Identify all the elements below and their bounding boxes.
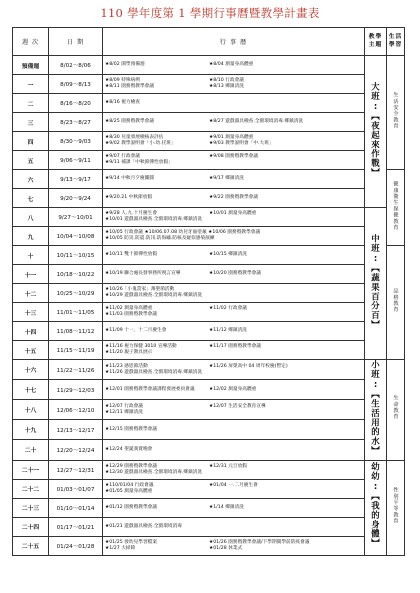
event-entry: ★10/19 聯合處長發事務所視言宣導 xyxy=(105,271,181,276)
document-title: 110 學年度第 1 學期行事曆暨教學計畫表 xyxy=(100,6,320,20)
header-events: 行 事 曆 xyxy=(103,28,365,56)
event-entry: ★1/14 鄉鎮清洗 xyxy=(209,504,244,510)
events-cell xyxy=(103,246,365,265)
week-cell: 十二 xyxy=(13,284,49,303)
event-entry: ★10/01 測量身高體重 xyxy=(209,211,257,216)
week-cell: 十七 xyxy=(13,380,49,400)
event-entry: ★8/25 園務暨教學會議 xyxy=(105,119,155,124)
table-row xyxy=(13,322,405,341)
week-cell: 二十五 xyxy=(13,536,49,555)
week-cell: 十 xyxy=(13,246,49,265)
event-line xyxy=(105,252,364,258)
event-entry: ★12/02 測量身高體重 xyxy=(209,386,257,392)
table-row xyxy=(13,189,405,208)
life-label: 健康衛生保健教育 xyxy=(392,180,399,231)
table-row xyxy=(13,303,405,322)
events-cell xyxy=(103,322,365,341)
event-line xyxy=(105,524,364,530)
event-line xyxy=(105,100,364,106)
week-cell: 二十一 xyxy=(13,460,49,479)
event-entry: ★12/30 遊戲器具檢查.全園環境消毒.鄉鎮清洗 xyxy=(105,469,203,475)
event-line xyxy=(105,470,364,476)
date-cell: 10/18～10/22 xyxy=(49,265,103,284)
table-row xyxy=(13,132,405,151)
table-row xyxy=(13,170,405,189)
date-cell: 11/15～11/19 xyxy=(49,341,103,360)
event-entry: ★11/26 屏榮高中 04 周年校慶(暫定) xyxy=(209,363,288,369)
week-cell: 六 xyxy=(13,170,49,189)
table-row xyxy=(13,517,405,536)
theme-label: 中班:【蔬果百分百】 xyxy=(370,233,381,330)
event-entry: ★12/11 鄉鎮清洗 xyxy=(105,409,143,415)
life-cell xyxy=(387,56,405,170)
event-line xyxy=(105,489,364,495)
table-row xyxy=(13,360,405,380)
week-cell: 八 xyxy=(13,208,49,227)
date-cell: 12/06～12/10 xyxy=(49,400,103,420)
table-row xyxy=(13,284,405,303)
event-entry: ★8/11 園務暨教學會議 xyxy=(105,84,155,89)
event-entry: ★11/12 鄉鎮清洗 xyxy=(209,328,247,333)
date-cell: 8/02～8/06 xyxy=(49,56,103,75)
event-line xyxy=(105,195,364,201)
date-cell: 01/03～01/07 xyxy=(49,479,103,498)
week-cell: 一 xyxy=(13,75,49,94)
event-line xyxy=(105,141,364,147)
date-cell: 10/04～10/08 xyxy=(49,227,103,246)
table-row xyxy=(13,460,405,479)
events-cell xyxy=(103,170,365,189)
schedule-table xyxy=(12,27,405,556)
event-line xyxy=(105,370,364,376)
table-row xyxy=(13,75,405,94)
life-label: 生活安全教育 xyxy=(392,91,399,130)
week-cell: 十八 xyxy=(13,400,49,420)
header-date: 日 期 xyxy=(49,28,103,56)
date-cell: 10/11～10/15 xyxy=(49,246,103,265)
events-cell xyxy=(103,536,365,555)
event-line xyxy=(105,217,364,223)
week-cell: 十四 xyxy=(13,322,49,341)
events-cell xyxy=(103,113,365,132)
event-line xyxy=(105,119,364,125)
life-label: 性別平等教育 xyxy=(392,486,399,525)
table-row xyxy=(13,227,405,246)
week-cell: 九 xyxy=(13,227,49,246)
table-row xyxy=(13,479,405,498)
events-cell xyxy=(103,151,365,170)
event-entry: ★12/29 園務暨教學會議 xyxy=(105,463,158,469)
event-entry: ★1/27 大掃除 xyxy=(105,545,136,551)
date-cell: 8/16～8/20 xyxy=(49,94,103,113)
event-entry: ★11/26 遊戲器具檢查.全園環境消毒.鄉鎮清洗 xyxy=(105,369,203,375)
week-cell: 四 xyxy=(13,132,49,151)
event-entry: ★10/01 遊戲器具檢查.全園環境消毒.鄉鎮清洗 xyxy=(105,217,203,222)
event-entry: ★10/26「小鬼當家」萬聖節活動 xyxy=(105,287,175,292)
event-entry: ★9/20.21 中秋節放假 xyxy=(105,195,153,200)
event-line xyxy=(105,84,364,90)
date-cell: 01/17～01/21 xyxy=(49,517,103,536)
event-entry: ★11/09 十一、十二月慶生會 xyxy=(105,328,167,333)
event-entry: ★01/21 遊戲器具檢查.全園環境消毒 xyxy=(105,523,182,529)
date-cell: 11/01～11/05 xyxy=(49,303,103,322)
event-line xyxy=(105,293,364,299)
table-row xyxy=(13,246,405,265)
events-cell xyxy=(103,479,365,498)
event-line xyxy=(105,236,364,242)
event-entry: ★9/07 行政會議 xyxy=(105,154,140,159)
event-line xyxy=(105,350,364,356)
event-entry: ★9/01 測量身高體重 xyxy=(209,135,254,140)
table-row xyxy=(13,536,405,555)
event-entry: ★12/15 園務暨教學會議 xyxy=(105,426,158,432)
week-cell: 二十四 xyxy=(13,517,49,536)
life-cell xyxy=(387,460,405,555)
date-cell: 12/27～12/31 xyxy=(49,460,103,479)
event-entry: ★9/28 人.九.十月慶生會 xyxy=(105,211,158,216)
events-cell xyxy=(103,303,365,322)
event-line xyxy=(105,160,364,166)
event-entry: ★10/20 園務暨教學會議 xyxy=(209,271,262,276)
header-theme-line2: 主題 xyxy=(368,41,383,48)
event-entry: ★8/02 開學預備週 xyxy=(105,62,145,67)
event-entry: ★9/22 園務暨教學會議 xyxy=(209,195,259,200)
events-cell xyxy=(103,94,365,113)
life-cell xyxy=(387,246,405,360)
event-entry: ★10/15 鄉鎮清洗 xyxy=(209,252,247,257)
event-entry: ★9/08 園務暨教學會議 xyxy=(209,154,259,159)
theme-label: 大班:【夜起來作戰】 xyxy=(370,81,381,178)
header-row xyxy=(13,28,405,56)
event-entry: ★11/23 感恩節活動 xyxy=(105,363,148,369)
event-entry: ★11/03 園務暨教學會議 xyxy=(105,312,158,317)
event-line xyxy=(105,271,364,277)
theme-cell xyxy=(365,208,387,360)
event-line xyxy=(105,328,364,334)
table-row xyxy=(13,440,405,460)
events-cell xyxy=(103,208,365,227)
table-row xyxy=(13,113,405,132)
event-entry: ★01/04 一.二月慶生會 xyxy=(209,482,258,488)
events-cell xyxy=(103,440,365,460)
event-entry: ★12/01 園務暨教學會議課程發展委員會議 xyxy=(105,386,195,392)
theme-label: 幼幼:【我的身體】 xyxy=(370,462,381,549)
date-cell: 11/22～11/26 xyxy=(49,360,103,380)
table-row xyxy=(13,151,405,170)
event-entry: ★11/16 視力保健 3010 宣導活動 xyxy=(105,344,177,349)
event-entry: ★9/11 補課「中秋節彈性放假」 xyxy=(105,160,173,165)
event-entry: ★8/30 兒童發展檢核表評估 xyxy=(105,135,164,140)
header-life-line2: 學習 xyxy=(388,41,403,48)
theme-cell xyxy=(365,360,387,461)
table-row xyxy=(13,380,405,400)
life-label: 品格教育 xyxy=(392,288,399,313)
event-entry: ★11/02 測量身高體重 xyxy=(105,306,153,311)
event-entry: ★11/20 親子教具展示 xyxy=(105,350,153,355)
events-cell xyxy=(103,189,365,208)
event-entry: ★10/29 遊戲器具檢查.全園環境消毒.鄉鎮清洗 xyxy=(105,293,203,298)
events-cell xyxy=(103,132,365,151)
event-line xyxy=(105,447,364,453)
table-row xyxy=(13,341,405,360)
event-entry: ★01/12 園務暨教學會議 xyxy=(105,504,158,510)
table-row xyxy=(13,56,405,75)
event-entry: ★8/10 行政會議 xyxy=(209,78,244,83)
events-cell xyxy=(103,265,365,284)
event-line xyxy=(105,176,364,182)
event-line xyxy=(105,427,364,433)
week-cell: 十六 xyxy=(13,360,49,380)
week-cell: 十一 xyxy=(13,265,49,284)
event-entry: ★11/02 行政會議 xyxy=(209,306,247,311)
date-cell: 9/06～9/11 xyxy=(49,151,103,170)
event-entry: ★8/16 視力檢查 xyxy=(105,100,140,105)
event-line xyxy=(105,505,364,511)
date-cell: 10/25～10/29 xyxy=(49,284,103,303)
week-cell: 三 xyxy=(13,113,49,132)
events-cell xyxy=(103,360,365,380)
date-cell: 12/20～12/24 xyxy=(49,440,103,460)
event-entry: ★10/05 防災.防震.防汛.防海嘯.防核及疑似感染演練 xyxy=(105,236,215,241)
events-cell xyxy=(103,75,365,94)
event-entry: ★8/04 測量身高體重 xyxy=(209,62,254,67)
event-entry: ★01/26 園務暨教學會議/下學期開學前防疫會議 xyxy=(209,539,310,545)
events-cell xyxy=(103,400,365,420)
event-entry: ★12/31 元旦放假 xyxy=(209,463,247,469)
event-entry: ★12/24 聖誕義賣晚會 xyxy=(105,446,153,452)
event-line xyxy=(105,546,364,552)
events-cell xyxy=(103,284,365,303)
event-entry: ★01/28 休業式 xyxy=(209,545,243,551)
week-cell: 五 xyxy=(13,151,49,170)
table-row xyxy=(13,400,405,420)
date-cell: 8/30～9/03 xyxy=(49,132,103,151)
event-line xyxy=(105,312,364,318)
date-cell: 8/09～8/13 xyxy=(49,75,103,94)
event-entry: ★10/05 行政會議 ★10/06.07.08 幼兒牙齒塗氟 ★10/06 園務暨教學會議 xyxy=(105,230,261,235)
event-entry: ★11/17 園務暨教學會議 xyxy=(209,344,262,349)
event-entry: ★9/17 鄉鎮清洗 xyxy=(209,176,244,181)
week-cell: 十五 xyxy=(13,341,49,360)
table-row xyxy=(13,420,405,440)
events-cell xyxy=(103,56,365,75)
event-line xyxy=(105,410,364,416)
header-theme xyxy=(365,28,387,56)
date-cell: 12/13～12/17 xyxy=(49,420,103,440)
header-theme-line1: 教學 xyxy=(368,34,383,40)
event-entry: ★01/05 測量身高體重 xyxy=(105,488,153,494)
table-row xyxy=(13,94,405,113)
events-cell xyxy=(103,498,365,517)
event-line xyxy=(105,387,364,393)
life-label: 生命教育 xyxy=(392,395,399,421)
week-cell: 十三 xyxy=(13,303,49,322)
table-row xyxy=(13,208,405,227)
date-cell: 9/20～9/24 xyxy=(49,189,103,208)
week-cell: 預備週 xyxy=(13,56,49,75)
date-cell: 01/24～01/28 xyxy=(49,536,103,555)
week-cell: 二十 xyxy=(13,440,49,460)
event-entry: ★9/03 教學說明會「中.大班」 xyxy=(209,141,274,146)
table-row xyxy=(13,498,405,517)
event-entry: ★10/11 雙十節彈性放假 xyxy=(105,252,158,257)
date-cell: 9/13～9/17 xyxy=(49,170,103,189)
event-line xyxy=(105,62,364,68)
date-cell: 11/29～12/03 xyxy=(49,380,103,400)
date-cell: 01/10～01/14 xyxy=(49,498,103,517)
event-entry: ★12/07 生活安全教育宣導 xyxy=(209,403,266,409)
week-cell: 十九 xyxy=(13,420,49,440)
header-life xyxy=(387,28,405,56)
header-life-line1: 生活 xyxy=(388,34,403,40)
events-cell xyxy=(103,341,365,360)
date-cell: 9/27～10/01 xyxy=(49,208,103,227)
theme-cell xyxy=(365,56,387,208)
event-entry: ★01/25 發幼兒學習檔案 xyxy=(105,539,158,545)
date-cell: 8/23～8/27 xyxy=(49,113,103,132)
event-entry: ★12/07 行政會議 xyxy=(105,403,143,409)
life-cell xyxy=(387,170,405,246)
week-cell: 七 xyxy=(13,189,49,208)
events-cell xyxy=(103,380,365,400)
header-week: 週 次 xyxy=(13,28,49,56)
events-cell xyxy=(103,517,365,536)
week-cell: 二十二 xyxy=(13,479,49,498)
event-entry: ★9/14 中秋月夕慶團圓 xyxy=(105,176,155,181)
events-cell xyxy=(103,227,365,246)
event-entry: ★110/01/04 行政會議 xyxy=(105,482,154,488)
week-cell: 二 xyxy=(13,94,49,113)
theme-label: 小班:【生活用的水】 xyxy=(370,360,381,456)
event-entry: ★8/13 鄉鎮清洗 xyxy=(209,84,244,89)
table-row xyxy=(13,265,405,284)
event-entry: ★9/02 教學說明會「小.幼.托班」 xyxy=(105,141,176,146)
week-cell: 二十三 xyxy=(13,498,49,517)
date-cell: 11/08～11/12 xyxy=(49,322,103,341)
event-entry: ★8/27 遊戲器具檢查.全園環境消毒.鄉鎮清洗 xyxy=(209,119,304,124)
life-cell xyxy=(387,360,405,461)
events-cell xyxy=(103,420,365,440)
theme-cell xyxy=(365,460,387,555)
events-cell xyxy=(103,460,365,479)
event-entry: ★8/09 特殊病例 xyxy=(105,78,140,83)
